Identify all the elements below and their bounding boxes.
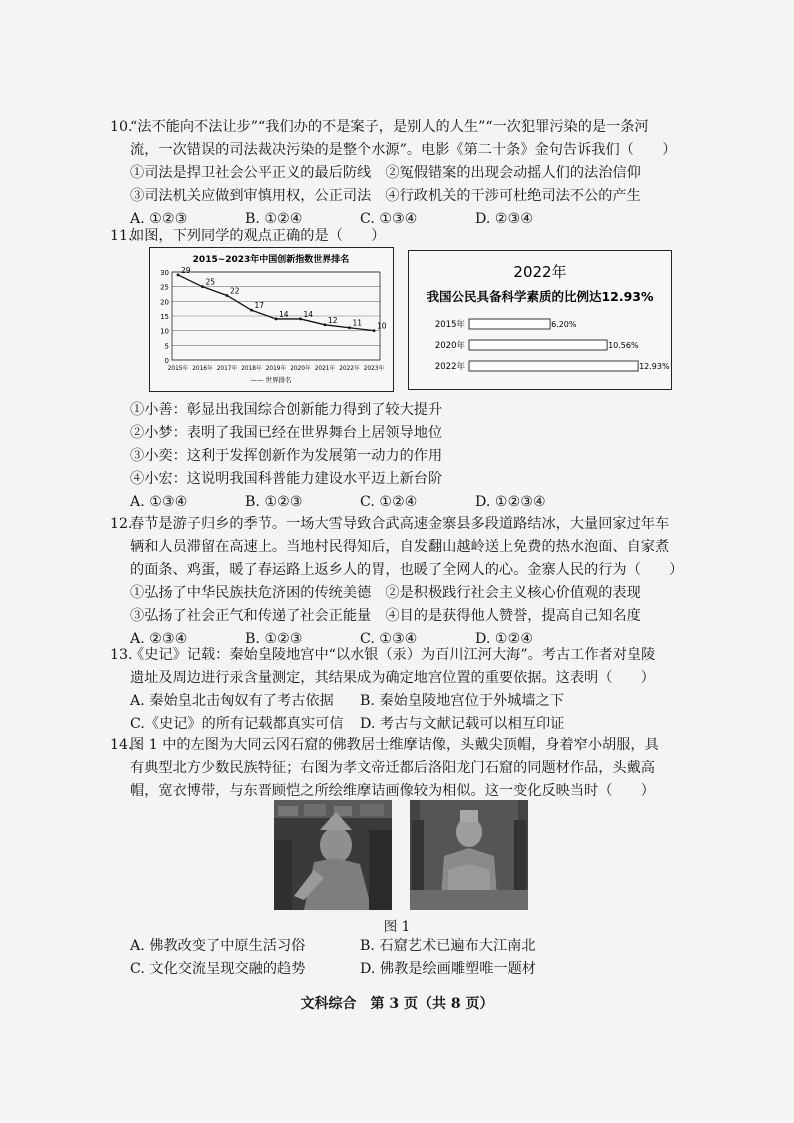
option-b[interactable]: B. ①②④ (245, 211, 303, 227)
question-number: 10. (110, 119, 133, 135)
longmen-statue-image (410, 800, 528, 910)
data-label: 14 (303, 309, 314, 319)
y-tick-label: 5 (164, 342, 169, 351)
bar-chart-svg (409, 251, 671, 389)
statement-line: ③司法机关应做到审慎用权，公正司法 ④行政机关的干涉可杜绝司法不公的产生 (130, 188, 641, 204)
question-14 (110, 734, 690, 803)
data-label: 29 (181, 265, 191, 275)
y-tick-label: 30 (160, 269, 169, 277)
chart-title: 2022年 (513, 263, 567, 281)
option-d[interactable]: D. ①②④ (475, 631, 534, 647)
data-point (348, 326, 351, 329)
option-b[interactable]: B. 石窟艺术已遍布大江南北 (360, 938, 536, 954)
data-point (226, 294, 229, 297)
bar (469, 361, 638, 371)
option-d[interactable]: D. ①②③④ (475, 494, 546, 510)
bar-value-label: 12.93% (639, 362, 670, 371)
x-tick-label: 2016年 (192, 366, 213, 372)
innovation-ranking-chart (149, 247, 394, 392)
figure-caption: 图 1 (383, 919, 411, 935)
y-tick-label: 25 (160, 283, 169, 292)
question-text-line: 的面条、鸡蛋，暖了春运路上返乡人的胃，也暖了全网人的心。金寨人民的行为（ ） (130, 562, 684, 578)
question-text-line: 辆和人员滞留在高速上。当地村民得知后，自发翻山越岭送上免费的热水泡面、自家煮 (130, 539, 670, 555)
line-chart-svg (150, 248, 393, 391)
x-tick-label: 2019年 (265, 366, 287, 372)
question-number: 13. (110, 647, 133, 663)
bar-value-label: 10.56% (608, 341, 639, 350)
yungang-grotto-photo (274, 800, 392, 910)
option-c[interactable]: C. ①②④ (360, 494, 418, 510)
y-tick-label: 20 (160, 298, 169, 307)
question-text-line: 遗址及周边进行汞含量测定，其结果成为确定地宫位置的重要依据。这表明（ ） (130, 670, 655, 686)
option-c[interactable]: C. 文化交流呈现交融的趋势 (130, 961, 306, 977)
question-text-line: 帽，宽衣博带，与东晋顾恺之所绘维摩诘画像较为相似。这一变化反映当时（ ） (130, 783, 655, 799)
y-tick-label: 10 (160, 327, 169, 336)
statement-line: ①弘扬了中华民族扶危济困的传统美德 ②是积极践行社会主义核心价值观的表现 (130, 585, 641, 601)
option-c[interactable]: C. ①③④ (360, 211, 418, 227)
category-label: 2015年 (434, 320, 465, 330)
data-point (201, 285, 204, 288)
option-b[interactable]: B. ①②③ (245, 631, 303, 647)
data-label: 11 (352, 318, 363, 328)
data-point (177, 274, 180, 277)
answer-options-row (130, 935, 690, 958)
bar (469, 319, 550, 329)
data-point (299, 318, 302, 321)
student-view-2: ②小梦：表明了我国已经在世界舞台上居领导地位 (130, 425, 443, 441)
option-d[interactable]: D. 佛教是绘画雕塑唯一题材 (360, 961, 536, 977)
data-label: 22 (230, 286, 240, 296)
question-11-items (130, 399, 690, 514)
data-point (250, 309, 253, 312)
question-12 (110, 513, 690, 651)
question-text-line: 《史记》记载：秦始皇陵地宫中“以水银（汞）为百川江河大海”。考古工作者对皇陵 (130, 647, 656, 663)
question-text-line: 图 1 中的左图为大同云冈石窟的佛教居士维摩诘像，头戴尖顶帽，身着窄小胡服，具 (130, 737, 659, 753)
yungang-statue-image (274, 800, 392, 910)
option-a[interactable]: A. ①③④ (130, 494, 188, 510)
option-c[interactable]: C.《史记》的所有记载都真实可信 (130, 716, 344, 732)
student-view-4: ④小宏：这说明我国科普能力建设水平迈上新台阶 (130, 471, 443, 487)
x-tick-label: 2017年 (216, 366, 238, 372)
statement-line: ③弘扬了社会正气和传递了社会正能量 ④目的是获得他人赞誉，提高自己知名度 (130, 608, 641, 624)
x-tick-label: 2015年 (167, 366, 189, 372)
question-number: 11. (110, 228, 133, 244)
y-tick-label: 15 (160, 313, 169, 321)
chart-title: 2015~2023年中国创新指数世界排名 (192, 255, 350, 265)
bar-value-label: 6.20% (551, 320, 577, 329)
x-tick-label: 2018年 (241, 366, 262, 372)
question-number: 14. (110, 737, 133, 753)
longmen-grotto-photo (410, 800, 528, 910)
answer-options (130, 491, 690, 514)
option-b[interactable]: B. 秦始皇陵地宫位于外城墙之下 (360, 693, 564, 709)
question-text-line: 有典型北方少数民族特征；右图为孝文帝迁都后洛阳龙门石窟的同题材作品，头戴高 (130, 760, 655, 776)
answer-options-row (130, 690, 690, 713)
option-c[interactable]: C. ①③④ (360, 631, 418, 647)
option-d[interactable]: D. ②③④ (475, 211, 534, 227)
data-point (324, 323, 327, 326)
data-label: 17 (254, 301, 265, 311)
option-b[interactable]: B. ①②③ (245, 494, 303, 510)
category-label: 2022年 (434, 362, 465, 372)
question-11 (110, 225, 690, 248)
answer-options-row (130, 958, 690, 981)
data-label: 14 (279, 309, 289, 319)
option-a[interactable]: A. ①②③ (130, 211, 188, 227)
option-a[interactable]: A. 秦始皇北击匈奴有了考古依据 (130, 693, 334, 709)
page-footer: 文科综合 第 3 页（共 8 页） (300, 996, 494, 1012)
data-label: 25 (205, 277, 216, 287)
question-number: 12. (110, 516, 133, 532)
student-view-3: ③小奕：这利于发挥创新作为发展第一动力的作用 (130, 448, 443, 464)
science-literacy-chart (408, 250, 672, 390)
x-tick-label: 2021年 (314, 366, 336, 372)
x-tick-label: 2020年 (290, 366, 311, 372)
question-text-line: “法不能向不法让步”“我们办的不是案子，是别人的人生”“一次犯罪污染的是一条河 (130, 119, 649, 135)
x-tick-label: 2023年 (363, 366, 385, 372)
x-tick-label: 2022年 (339, 366, 360, 372)
question-10 (110, 116, 690, 231)
question-text-line: 流，一次错误的司法裁决污染的是整个水源”。电影《第二十条》金句告诉我们（ ） (130, 142, 677, 158)
statement-line: ①司法是捍卫社会公平正义的最后防线 ②冤假错案的出现会动摇人们的法治信仰 (130, 165, 641, 181)
question-14-options (130, 935, 690, 981)
answer-options-row (130, 713, 690, 736)
data-point (373, 329, 376, 332)
data-label: 12 (328, 315, 338, 325)
chart-subtitle: 我国公民具备科学素质的比例达12.93% (426, 289, 654, 304)
question-text-line: 春节是游子归乡的季节。一场大雪导致合武高速金寨县多段道路结冰，大量回家过年车 (130, 516, 670, 532)
question-13 (110, 644, 690, 736)
option-a[interactable]: A. ②③④ (130, 631, 188, 647)
data-point (275, 318, 278, 321)
student-view-1: ①小善：彰显出我国综合创新能力得到了较大提升 (130, 402, 443, 418)
data-label: 10 (377, 321, 387, 331)
question-stem: 如图，下列同学的观点正确的是（ ） (130, 228, 386, 244)
legend-entry: —— 世界排名 (250, 376, 292, 384)
category-label: 2020年 (434, 341, 465, 351)
option-a[interactable]: A. 佛教改变了中原生活习俗 (130, 938, 306, 954)
y-tick-label: 0 (164, 357, 169, 365)
bar (469, 340, 607, 350)
option-d[interactable]: D. 考古与文献记载可以相互印证 (360, 716, 565, 732)
